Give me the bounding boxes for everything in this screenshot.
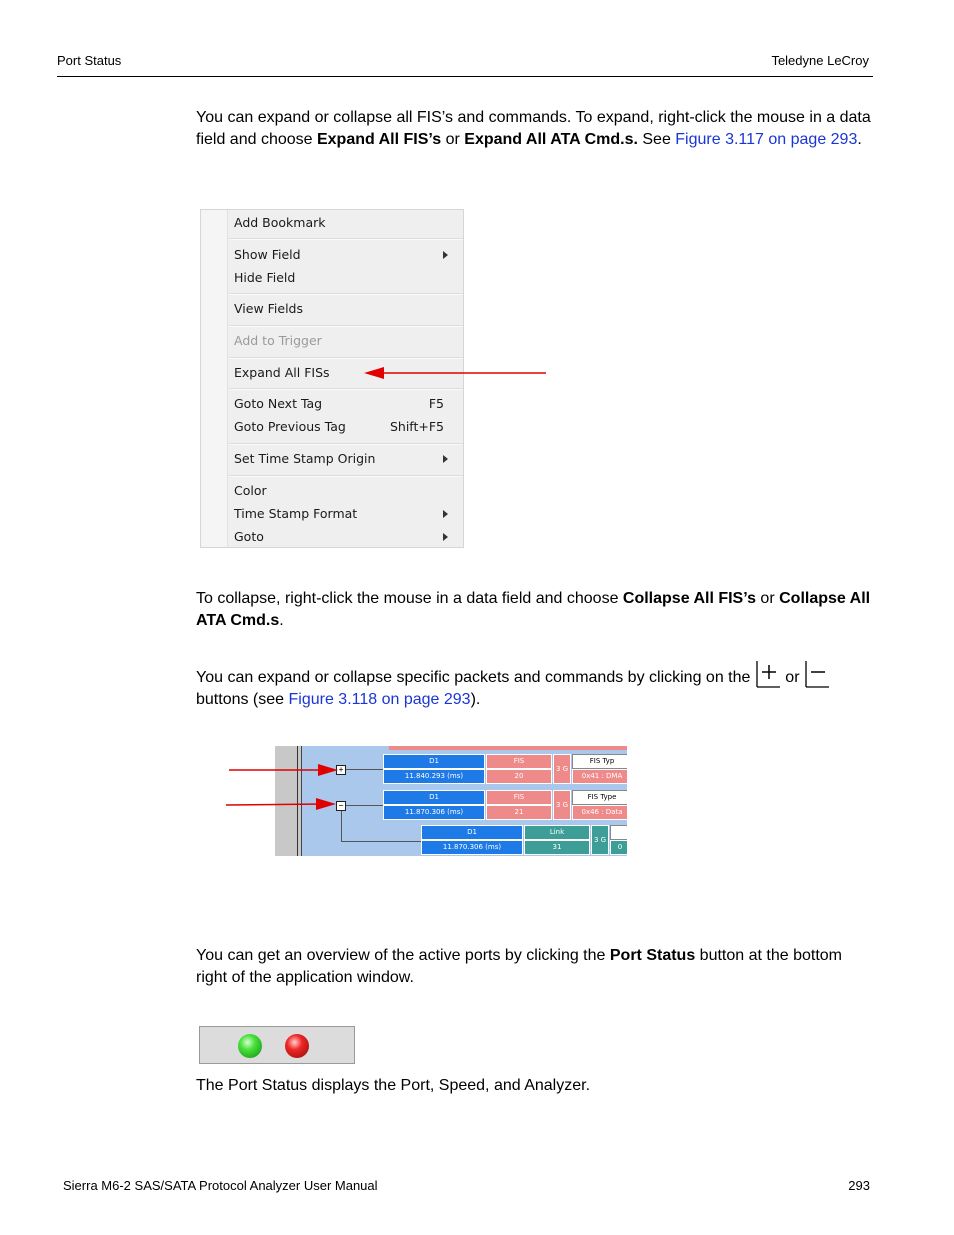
submenu-arrow-icon [443, 251, 448, 259]
submenu-arrow-icon [443, 510, 448, 518]
expand-plus-icon [755, 660, 781, 688]
menu-separator [229, 388, 463, 390]
packet-speed: 3 G [591, 825, 609, 855]
menu-item-color[interactable]: Color [234, 483, 267, 498]
collapse-button[interactable]: − [336, 801, 346, 811]
menu-item-goto-next-tag[interactable]: Goto Next Tag F5 [234, 396, 444, 411]
menu-item-set-time-stamp-origin[interactable]: Set Time Stamp Origin [234, 450, 458, 468]
menu-item-view-fields[interactable]: View Fields [234, 301, 304, 316]
packet-time: 11.870.306 (ms) [421, 840, 523, 855]
expand-button[interactable]: + [336, 765, 346, 775]
packet-link-number: 31 [524, 840, 590, 855]
menu-item-time-stamp-format[interactable]: Time Stamp Format [234, 505, 458, 523]
packet-type-value: 0 [610, 840, 627, 855]
menu-item-expand-all-fiss[interactable]: Expand All FISs [234, 365, 330, 380]
submenu-arrow-icon [443, 533, 448, 541]
menu-item-goto[interactable]: Goto [234, 528, 458, 546]
packet-speed: 3 G [553, 754, 571, 784]
header-rule [57, 76, 873, 77]
menu-item-add-bookmark[interactable]: Add Bookmark [234, 215, 326, 230]
running-header-brand: Teledyne LeCroy [771, 53, 869, 68]
menu-item-show-field[interactable]: Show Field [234, 246, 458, 264]
menu-separator [229, 475, 463, 477]
port-active-green-icon [238, 1034, 262, 1058]
paragraph-expand: You can expand or collapse all FIS’s and commands. To expand, right-click the mouse in a data field and choose Expand All FIS’s or Expand All ATA Cmd.s. See Figure 3.117 on page 293. [196, 109, 871, 148]
packet-time: 11.870.306 (ms) [383, 805, 485, 820]
packet-device: D1 [421, 825, 523, 840]
menu-item-goto-previous-tag[interactable]: Goto Previous Tag Shift+F5 [234, 419, 444, 434]
packet-speed: 3 G [553, 790, 571, 820]
packet-fis-number: 21 [486, 805, 552, 820]
packet-device: D1 [383, 790, 485, 805]
port-status-button[interactable] [199, 1026, 355, 1064]
menu-icon-gutter [201, 210, 228, 547]
packet-device: D1 [383, 754, 485, 769]
packet-fis: FIS [486, 790, 552, 805]
menu-separator [229, 443, 463, 445]
footer-manual-title: Sierra M6-2 SAS/SATA Protocol Analyzer User Manual [63, 1178, 378, 1193]
paragraph-port-status: You can get an overview of the active ports by clicking the Port Status button at the bottom right of the application window. [196, 947, 842, 986]
running-header-section: Port Status [57, 53, 122, 68]
packet-link: Link [524, 825, 590, 840]
packet-time: 11.840.293 (ms) [383, 769, 485, 784]
port-inactive-red-icon [285, 1034, 309, 1058]
collapse-minus-icon [804, 660, 830, 688]
callout-arrow-icon [360, 364, 550, 384]
packet-fis-type-value: 0x41 : DMA [572, 769, 627, 784]
menu-separator [229, 238, 463, 240]
figure-link-3-117[interactable]: Figure 3.117 on page 293 [675, 131, 858, 148]
menu-item-add-to-trigger: Add to Trigger [234, 333, 322, 348]
paragraph-specific: You can expand or collapse specific packets and commands by clicking on the or buttons (see Figure 3.118 on page 293). [196, 660, 876, 711]
packet-fis-type-label: FIS Type [572, 790, 627, 805]
submenu-arrow-icon [443, 455, 448, 463]
packet-fis-number: 20 [486, 769, 552, 784]
callout-arrows-icon [226, 760, 346, 820]
footer-page-number: 293 [848, 1178, 870, 1193]
packet-fis-type-label: FIS Typ [572, 754, 627, 769]
packet-fis-type-value: 0x46 : Data [572, 805, 627, 820]
paragraph-collapse: To collapse, right-click the mouse in a data field and choose Collapse All FIS’s or Collapse All ATA Cmd.s. [196, 590, 871, 629]
menu-separator [229, 325, 463, 327]
packet-fis: FIS [486, 754, 552, 769]
menu-item-hide-field[interactable]: Hide Field [234, 270, 296, 285]
menu-separator [229, 293, 463, 295]
figure-link-3-118[interactable]: Figure 3.118 on page 293 [288, 691, 471, 708]
paragraph-port-status-displays: The Port Status displays the Port, Speed, and Analyzer. [196, 1077, 591, 1094]
menu-separator [229, 357, 463, 359]
